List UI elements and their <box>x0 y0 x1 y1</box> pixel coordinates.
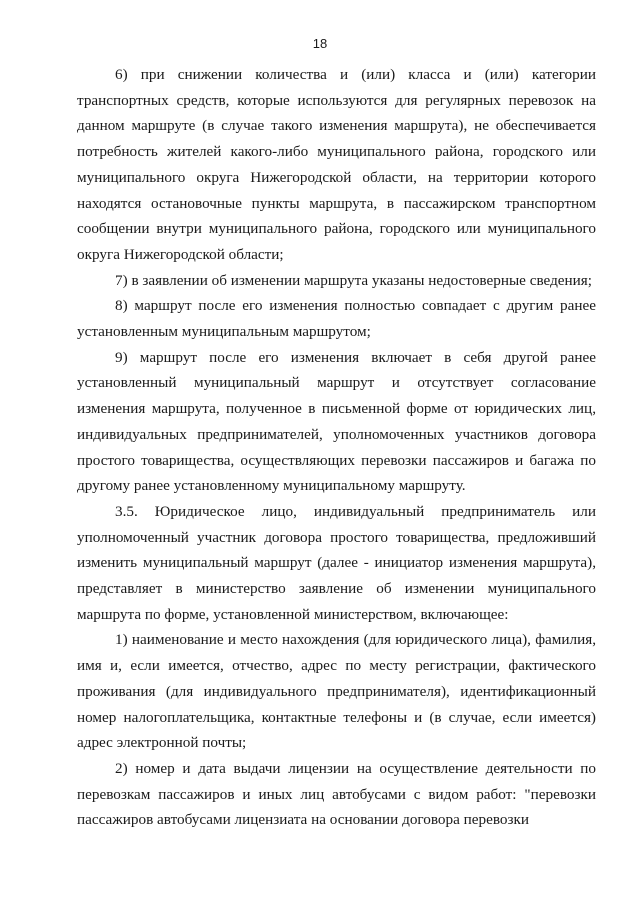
paragraph-item-8: 8) маршрут после его изменения полностью совпадает с другим ранее установленным муниципальным маршрутом; <box>77 297 596 341</box>
paragraph-subitem-2: 2) номер и дата выдачи лицензии на осуществление деятельности по перевозкам пассажиров и иных лиц автобусами с видом работ: "перевозки пассажиров автобусами лицензиата на основании договора перевозки <box>77 759 596 829</box>
document-body <box>77 62 596 833</box>
page-number: 18 <box>312 36 328 51</box>
paragraph-item-7: 7) в заявлении об изменении маршрута указаны недостоверные сведения; <box>115 271 592 289</box>
paragraph-subitem-1: 1) наименование и место нахождения (для юридического лица), фамилия, имя и, если имеется, отчество, адрес по месту регистрации, фактического проживания (для индивидуального предпринимателя), идентификационный номер налогоплательщика, контактные телефоны и (в случае, если имеется) адрес электронной почты; <box>77 631 596 752</box>
paragraph-item-9: 9) маршрут после его изменения включает в себя другой ранее установленный муниципальный маршрут и отсутствует согласование изменения маршрута, полученное в письменной форме от юридических лиц, индивидуальных предпринимателей, уполномоченных участников договора простого товарищества, осуществляющих перевозки пассажиров и багажа по другому ранее установленному муниципальному маршруту. <box>77 348 596 495</box>
paragraph-section-3-5: 3.5. Юридическое лицо, индивидуальный предприниматель или уполномоченный участник договора простого товарищества, предложивший изменить муниципальный маршрут (далее - инициатор изменения маршрута), представляет в министерство заявление об изменении муниципального маршрута по форме, установленной министерством, включающее: <box>77 502 596 623</box>
paragraph-item-6: 6) при снижении количества и (или) класса и (или) категории транспортных средств, которые используются для регулярных перевозок на данном маршруте (в случае такого изменения маршрута), не обеспечивается потребность жителей какого-либо муниципального района, городского или муниципального округа Нижегородской области, на территории которого находятся остановочные пункты маршрута, в пассажирском транспортном сообщении внутри муниципального района, городского или муниципального округа Нижегородской области; <box>77 66 596 263</box>
